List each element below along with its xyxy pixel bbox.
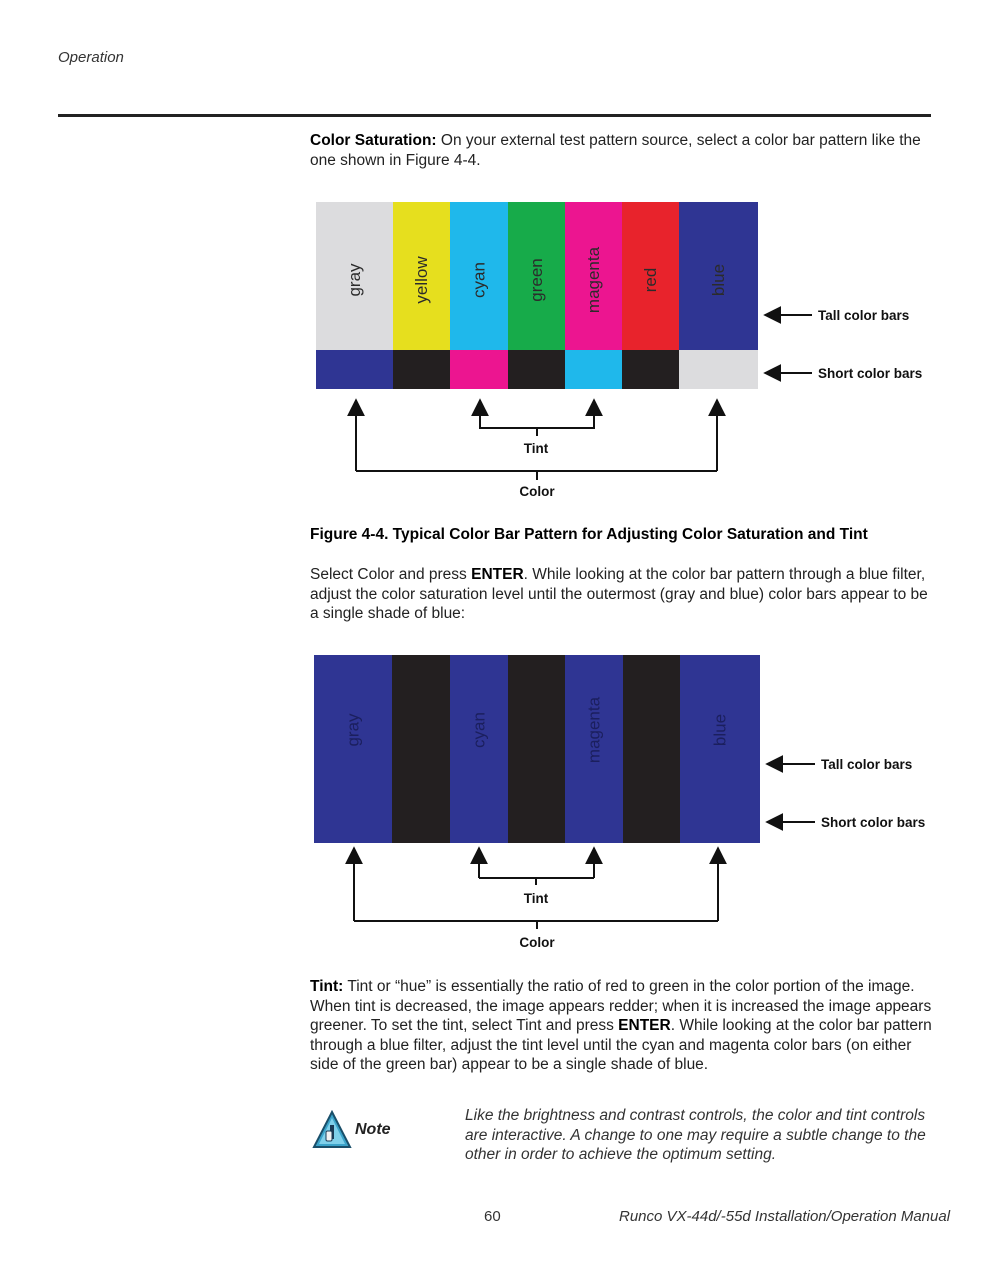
bar-label-yellow: yellow [412,256,431,304]
short-bar-4 [565,350,622,389]
saturation-instruction-paragraph [310,565,935,624]
bar-label-blue: blue [710,713,730,747]
enter-key-2: ENTER [618,1017,671,1035]
enter-key-1: ENTER [471,566,524,583]
note-icon [312,1110,352,1150]
filtered-bar-5 [623,655,680,843]
filtered-bar-0 [314,655,392,843]
tint-callout-2: Tint [523,891,549,906]
short-bar-3 [508,350,565,389]
short-bar-1 [393,350,450,389]
color-bracket [356,400,717,480]
short-bar-5 [622,350,679,389]
bar-label-gray: gray [343,713,363,747]
tall-bars-callout: Tall color bars [818,308,910,323]
para2-text-start: Select Color and press [310,566,472,583]
short-bar-2 [450,350,508,389]
short-bar-6 [679,350,758,389]
bar-label-red: red [641,267,660,293]
tint-text-start: Tint or “hue” is essentially the ratio of red to green in the color portion of the image. When tint is decreased, the image appears redder; when it is increased the image appears greener. To set the tint, select Tint and press [310,978,932,1035]
filtered-bar-3 [508,655,565,843]
bar-label-magenta: magenta [584,246,603,314]
bar-label-cyan: cyan [469,262,489,298]
bar-label-gray: gray [345,263,364,297]
short-bars-callout: Short color bars [818,366,923,381]
section-header: Operation [58,49,124,66]
tint-bracket-2 [479,848,594,885]
figure-blue-filter-bars [0,645,989,955]
note-label: Note [355,1121,391,1138]
bar-label-blue: blue [709,263,728,297]
bar-label-magenta: magenta [584,696,604,764]
short-bar-0 [316,350,393,389]
tall-bars-callout-2: Tall color bars [821,757,913,772]
color-bracket-2 [354,848,718,929]
filtered-bar-2 [450,655,508,843]
footer-title: Runco VX-44d/-55d Installation/Operation Manual [619,1208,951,1225]
bar-label-cyan: cyan [469,712,489,748]
tint-bracket [480,400,594,436]
page-number: 60 [484,1208,501,1225]
para2-text-end: . While looking at the color bar pattern through a blue filter, adjust the color saturation level until the outermost (gray and blue) color bars appear to be a single shade of blue: [310,566,928,623]
color-callout-2: Color [519,935,555,950]
color-saturation-label: Color Saturation: [310,132,437,149]
figure-color-bars [0,190,989,510]
filtered-bar-6 [680,655,760,843]
color-saturation-text: On your external test pattern source, select a color bar pattern like the one shown in Figure 4-4. [310,132,921,169]
figure-caption: Figure 4-4. Typical Color Bar Pattern for Adjusting Color Saturation and Tint [310,526,868,543]
filtered-bar-1 [392,655,450,843]
tint-callout: Tint [523,441,549,456]
header-rule [58,114,931,117]
tint-label: Tint: [310,978,344,995]
tint-paragraph [310,977,935,1075]
tint-text-end: . While looking at the color bar pattern through a blue filter, adjust the tint level until the cyan and magenta color bars (on either side of the green bar) appear to be a single shade of blue. [310,1017,932,1074]
bar-label-green: green [527,258,546,302]
note-text: Like the brightness and contrast controls, the color and tint controls are interactive. A change to one may require a subtle change to the other in order to achieve the optimum setting. [465,1107,926,1164]
short-bars-callout-2: Short color bars [821,815,926,830]
color-saturation-paragraph [310,131,935,170]
color-callout: Color [519,484,555,499]
